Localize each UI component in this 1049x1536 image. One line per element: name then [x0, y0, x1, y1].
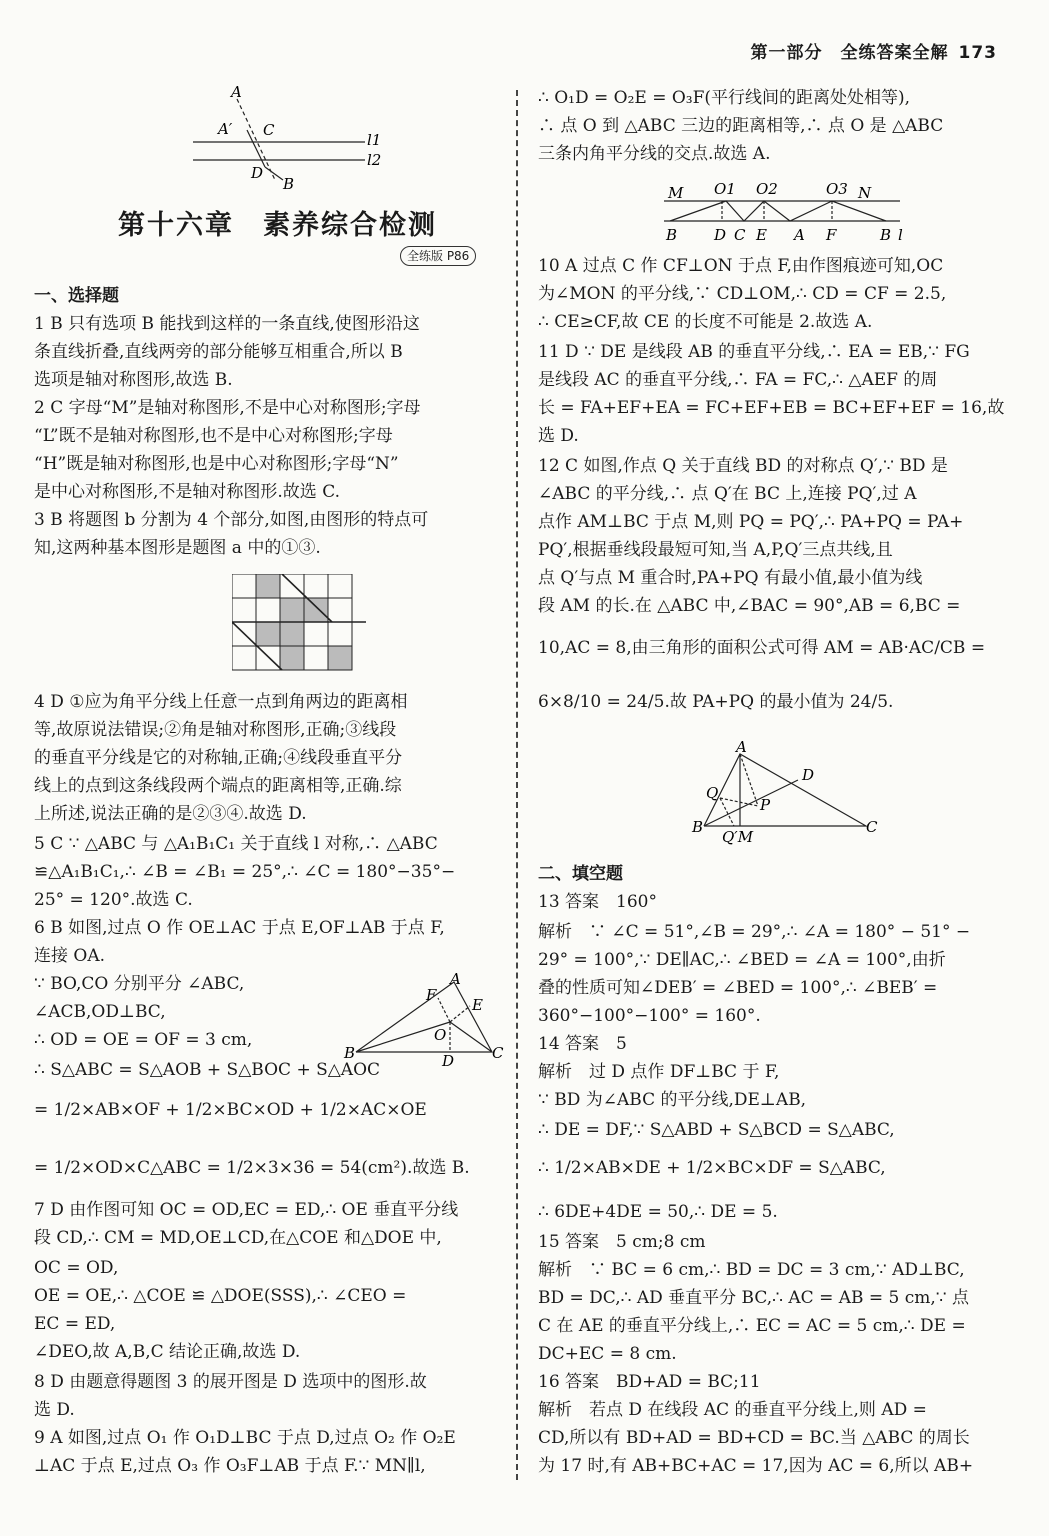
fig-label-O3: O3 — [826, 180, 848, 198]
fig-label-P: P — [760, 796, 771, 814]
text-line: 8 D 由题意得题图 3 的展开图是 D 选项中的图形.故 — [34, 1372, 427, 1392]
text-line: 解析 ∵ ∠C = 51°,∠B = 29°,∴ ∠A = 180° − 51° − — [538, 922, 971, 942]
text-line: ∴ 1/2×AB×DE + 1/2×BC×DF = S△ABC, — [538, 1158, 886, 1178]
text-line: ∠DEO,故 A,B,C 结论正确,故选 D. — [34, 1342, 301, 1362]
text-line: 14 答案 5 — [538, 1034, 627, 1054]
text-line: 360°−100°−100° = 160°. — [538, 1006, 761, 1026]
text-line: 5 C ∵ △ABC 与 △A₁B₁C₁ 关于直线 l 对称,∴ △ABC — [34, 834, 438, 854]
fig-label-O1: O1 — [714, 180, 736, 198]
text-line: 段 CD,∴ CM = MD,OE⊥CD,在△COE 和△DOE 中, — [34, 1228, 442, 1248]
section-choice: 一、选择题 — [34, 286, 119, 306]
text-line: 1 B 只有选项 B 能找到这样的一条直线,使图形沿这 — [34, 314, 420, 334]
text-line: ∴ OD = OE = OF = 3 cm, — [34, 1030, 253, 1050]
text-line: = 1/2×AB×OF + 1/2×BC×OD + 1/2×AC×OE — [34, 1100, 427, 1120]
fig-label-Q: Q — [706, 784, 719, 802]
text-line: C 在 AE 的垂直平分线上,∴ EC = AC = 5 cm,∴ DE = — [538, 1316, 966, 1336]
text-line: 长 = FA+EF+EA = FC+EF+EB = BC+EF+EF = 16,故 — [538, 398, 1005, 418]
text-line: 等,故原说法错误;②角是轴对称图形,正确;③线段 — [34, 720, 397, 740]
text-line: 解析 过 D 点作 DF⊥BC 于 F, — [538, 1062, 780, 1082]
fig-label-B: B — [692, 818, 704, 836]
text-line: 12 C 如图,作点 Q 关于直线 BD 的对称点 Q′,∵ BD 是 — [538, 456, 948, 476]
fig-label-l2: l2 — [367, 151, 382, 169]
fig-label-N: N — [858, 184, 872, 202]
text-line: ∠ABC 的平分线,∴ 点 Q′在 BC 上,连接 PQ′,过 A — [538, 484, 917, 504]
fig-label-C: C — [492, 1044, 504, 1062]
text-line: CD,所以有 BD+AD = BD+CD = BC.当 △ABC 的周长 — [538, 1428, 970, 1448]
text-line: 连接 OA. — [34, 946, 106, 966]
text-line: = 1/2×OD×C△ABC = 1/2×3×36 = 54(cm²).故选 B. — [34, 1158, 470, 1178]
text-line: ∵ BO,CO 分别平分 ∠ABC, — [34, 974, 245, 994]
fig-label-E: E — [472, 996, 483, 1014]
figure-parallel-triangles-q9 — [660, 176, 910, 246]
text-line: 解析 若点 D 在线段 AC 的垂直平分线上,则 AD = — [538, 1400, 927, 1420]
text-line: ∵ BD 为∠ABC 的平分线,DE⊥AB, — [538, 1090, 807, 1110]
text-line: ∴ S△ABC = S△AOB + S△BOC + S△AOC — [34, 1060, 381, 1080]
chapter-title: 第十六章 素养综合检测 — [118, 210, 437, 241]
section-fill: 二、填空题 — [538, 864, 623, 884]
text-line: 15 答案 5 cm;8 cm — [538, 1232, 706, 1252]
fig-label-D: D — [802, 766, 815, 784]
fig-label-B: B — [666, 226, 678, 244]
text-line: 11 D ∵ DE 是线段 AB 的垂直平分线,∴ EA = EB,∵ FG — [538, 342, 970, 362]
text-line: 6 B 如图,过点 O 作 OE⊥AC 于点 E,OF⊥AB 于点 F, — [34, 918, 445, 938]
text-line: 4 D ①应为角平分线上任意一点到角两边的距离相 — [34, 692, 408, 712]
text-line: 点作 AM⊥BC 于点 M,则 PQ = PQ′,∴ PA+PQ = PA+ — [538, 512, 964, 532]
page-number: 173 — [958, 43, 997, 63]
text-line: 16 答案 BD+AD = BC;11 — [538, 1372, 761, 1392]
fig-label-C: C — [263, 121, 275, 139]
text-line: 2 C 字母“M”是轴对称图形,不是中心对称图形;字母 — [34, 398, 421, 418]
figure-triangle-q12 — [690, 740, 890, 850]
fig-label-A: A — [736, 740, 747, 756]
text-line: 25° = 120°.故选 C. — [34, 890, 193, 910]
column-divider — [516, 90, 518, 1480]
fig-label-D: D — [251, 164, 264, 182]
text-line: OC = OD, — [34, 1258, 119, 1278]
text-line: 叠的性质可知∠DEB′ = ∠BED = 100°,∴ ∠BEB′ = — [538, 978, 938, 998]
fig-label-B: B — [283, 175, 295, 193]
text-line: 为 17 时,有 AB+BC+AC = 17,因为 AC = 6,所以 AB+ — [538, 1456, 974, 1476]
figure-triangle-q6 — [342, 970, 512, 1070]
fig-label-A: A — [450, 970, 461, 988]
text-line: ∴ 6DE+4DE = 50,∴ DE = 5. — [538, 1202, 778, 1222]
text-line: ∴ CE≥CF,故 CE 的长度不可能是 2.故选 A. — [538, 312, 873, 332]
text-line: 解析 ∵ BC = 6 cm,∴ BD = DC = 3 cm,∵ AD⊥BC, — [538, 1260, 965, 1280]
fig-label-B: B — [344, 1044, 356, 1062]
text-line: 7 D 由作图可知 OC = OD,EC = ED,∴ OE 垂直平分线 — [34, 1200, 459, 1220]
fig-label-C: C — [734, 226, 746, 244]
text-line: 的垂直平分线是它的对称轴,正确;④线段垂直平分 — [34, 748, 403, 768]
fig-label-O2: O2 — [756, 180, 778, 198]
text-line: 为∠MON 的平分线,∵ CD⊥OM,∴ CD = CF = 2.5, — [538, 284, 947, 304]
text-line: 9 A 如图,过点 O₁ 作 O₁D⊥BC 于点 D,过点 O₂ 作 O₂E — [34, 1428, 456, 1448]
fig-label-F: F — [426, 986, 437, 1004]
text-line: 上所述,说法正确的是②③④.故选 D. — [34, 804, 307, 824]
text-line: 是中心对称图形,不是轴对称图形.故选 C. — [34, 482, 341, 502]
fig-label-l: l — [898, 226, 903, 244]
practice-reference-tag: 全练版 P86 — [400, 246, 476, 266]
text-line: “L”既不是轴对称图形,也不是中心对称图形;字母 — [34, 426, 393, 446]
text-line: ≌△A₁B₁C₁,∴ ∠B = ∠B₁ = 25°,∴ ∠C = 180°−35°− — [34, 862, 456, 882]
figure-parallel-lines — [185, 85, 395, 195]
fig-label-A: A — [231, 85, 242, 101]
fig-label-D: D — [714, 226, 727, 244]
figure-grid-q3 — [232, 574, 372, 678]
text-line: BD = DC,∴ AD 垂直平分 BC,∴ AC = AB = 5 cm,∵ 点 — [538, 1288, 970, 1308]
fig-label-B2: B — [880, 226, 892, 244]
fig-label-O: O — [434, 1026, 447, 1044]
text-line: 是线段 AC 的垂直平分线,∴ FA = FC,∴ △AEF 的周 — [538, 370, 938, 390]
fig-label-l1: l1 — [367, 131, 382, 149]
text-line: EC = ED, — [34, 1314, 116, 1334]
text-line: ∠ACB,OD⊥BC, — [34, 1002, 166, 1022]
text-line: 13 答案 160° — [538, 892, 657, 912]
text-line: 选 D. — [34, 1400, 75, 1420]
text-line: ∴ O₁D = O₂E = O₃F(平行线间的距离处处相等), — [538, 88, 911, 108]
text-line: PQ′,根据垂线段最短可知,当 A,P,Q′三点共线,且 — [538, 540, 893, 560]
fig-label-A-prime: A′ — [218, 120, 233, 138]
text-line: ∴ DE = DF,∵ S△ABD + S△BCD = S△ABC, — [538, 1120, 895, 1140]
page-header — [751, 38, 998, 63]
text-line: 29° = 100°,∵ DE∥AC,∴ ∠BED = ∠A = 100°,由折 — [538, 950, 946, 970]
text-line: “H”既是轴对称图形,也是中心对称图形;字母“N” — [34, 454, 399, 474]
text-line: 知,这两种基本图形是题图 a 中的①③. — [34, 538, 321, 558]
text-line: 选 D. — [538, 426, 579, 446]
text-line: 点 Q′与点 M 重合时,PA+PQ 有最小值,最小值为线 — [538, 568, 923, 588]
fig-label-QM: Q′M — [722, 828, 754, 846]
text-line: DC+EC = 8 cm. — [538, 1344, 677, 1364]
fig-label-A: A — [794, 226, 805, 244]
text-line: 段 AM 的长.在 △ABC 中,∠BAC = 90°,AB = 6,BC = — [538, 596, 961, 616]
text-line: 10 A 过点 C 作 CF⊥ON 于点 F,由作图痕迹可知,OC — [538, 256, 944, 276]
text-line: 选项是轴对称图形,故选 B. — [34, 370, 233, 390]
fig-label-C: C — [866, 818, 878, 836]
header-title: 第一部分 全练答案全解 — [750, 43, 949, 63]
text-line: 10,AC = 8,由三角形的面积公式可得 AM = AB·AC/CB = — [538, 638, 986, 658]
text-line: ⊥AC 于点 E,过点 O₃ 作 O₃F⊥AB 于点 F.∵ MN∥l, — [34, 1456, 426, 1476]
text-line: 三条内角平分线的交点.故选 A. — [538, 144, 771, 164]
text-line: OE = OE,∴ △COE ≌ △DOE(SSS),∴ ∠CEO = — [34, 1286, 407, 1306]
text-line: 6×8/10 = 24/5.故 PA+PQ 的最小值为 24/5. — [538, 692, 894, 712]
text-line: ∴ 点 O 到 △ABC 三边的距离相等,∴ 点 O 是 △ABC — [538, 116, 944, 136]
fig-label-F: F — [826, 226, 837, 244]
text-line: 条直线折叠,直线两旁的部分能够互相重合,所以 B — [34, 342, 403, 362]
text-line: 3 B 将题图 b 分割为 4 个部分,如图,由图形的特点可 — [34, 510, 429, 530]
text-line: 线上的点到这条线段两个端点的距离相等,正确.综 — [34, 776, 402, 796]
fig-label-D: D — [442, 1052, 455, 1070]
fig-label-M: M — [668, 184, 684, 202]
fig-label-E: E — [756, 226, 767, 244]
